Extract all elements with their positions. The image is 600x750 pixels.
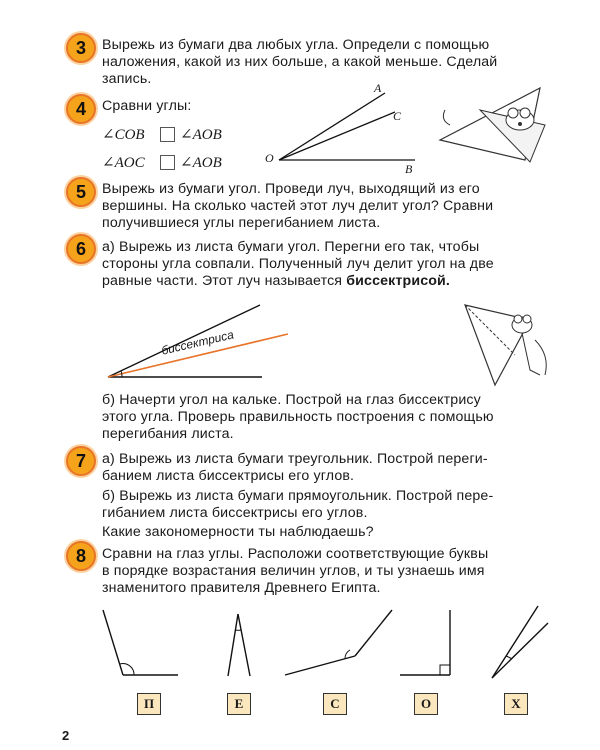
task-number-7: 7 <box>66 446 96 476</box>
task-8-line-3: знаменитого правителя Древнего Египта. <box>102 580 381 596</box>
label-a: A <box>374 81 382 95</box>
task-4-title: Сравни углы: <box>102 98 192 114</box>
task-number-6: 6 <box>66 234 96 264</box>
task-6b-line-2: этого угла. Проверь правильность построения с помощью <box>102 409 494 425</box>
task-3-line-3: запись. <box>102 71 152 87</box>
page-number: 2 <box>62 728 70 743</box>
task-3-line-2: наложения, какой из них больше, а какой меньше. Сделай <box>102 54 498 70</box>
task-6a-line-1: а) Вырежь из листа бумаги угол. Перегни его так, чтобы <box>102 239 480 255</box>
label-o: O <box>265 151 274 165</box>
letter-h: Х <box>504 693 528 715</box>
task-5-line-2: вершины. На сколько частей этот луч делит угол? Сравни <box>102 198 494 214</box>
letter-o: О <box>414 693 438 715</box>
task-7a-line-2: банием листа биссектрисы его углов. <box>102 468 355 484</box>
letter-e: Е <box>227 693 251 715</box>
task-6a-line-2: стороны угла совпали. Полученный луч делит угол на две <box>102 256 494 272</box>
task-7b-line-2: гибанием листа биссектрисы его углов. <box>102 505 368 521</box>
task-8-line-1: Сравни на глаз углы. Расположи соответствующие буквы <box>102 546 489 562</box>
task-7-question: Какие закономерности ты наблюдаешь? <box>102 524 374 540</box>
term-bisector: биссектрисой. <box>346 273 451 289</box>
label-c: C <box>393 109 402 123</box>
letter-s: С <box>323 693 347 715</box>
angle-aoc: ∠AOC <box>102 155 145 171</box>
angle-o <box>400 610 450 675</box>
task-number-8: 8 <box>66 541 96 571</box>
angle-cob: ∠COB <box>102 127 145 143</box>
task-8-line-2: в порядке возрастания величин углов, и ты узнаешь имя <box>102 563 485 579</box>
angle-h <box>492 606 548 678</box>
task-number-5: 5 <box>66 177 96 207</box>
task-7a-line-1: а) Вырежь из листа бумаги треугольник. Построй переги- <box>102 451 488 467</box>
task-7b-line-1: б) Вырежь из листа бумаги прямоугольник. Построй пере- <box>102 488 494 504</box>
task-6b-line-1: б) Начерти угол на кальке. Построй на глаз биссектрису <box>102 392 481 408</box>
task-number-3: 3 <box>66 33 96 63</box>
task-6a-line-3-text: равные части. Этот луч называется <box>102 273 347 289</box>
task-3-line-1: Вырежь из бумаги два любых угла. Определи с помощью <box>102 37 490 53</box>
letter-p: П <box>137 693 161 715</box>
task-number-4: 4 <box>66 94 96 124</box>
label-b: B <box>405 162 413 176</box>
task-6b-line-3: перегибания листа. <box>102 426 234 442</box>
angle-s <box>285 610 392 675</box>
angle-aob-2: ∠AOB <box>180 155 222 171</box>
task-5-line-1: Вырежь из бумаги угол. Проведи луч, выходящий из его <box>102 181 480 197</box>
bisector-label: биссектриса <box>160 327 236 358</box>
angle-aob-1: ∠AOB <box>180 127 222 143</box>
angle-e <box>228 614 250 676</box>
angle-p <box>103 610 178 675</box>
task-5-line-3: получившиеся углы перегибанием листа. <box>102 215 381 231</box>
